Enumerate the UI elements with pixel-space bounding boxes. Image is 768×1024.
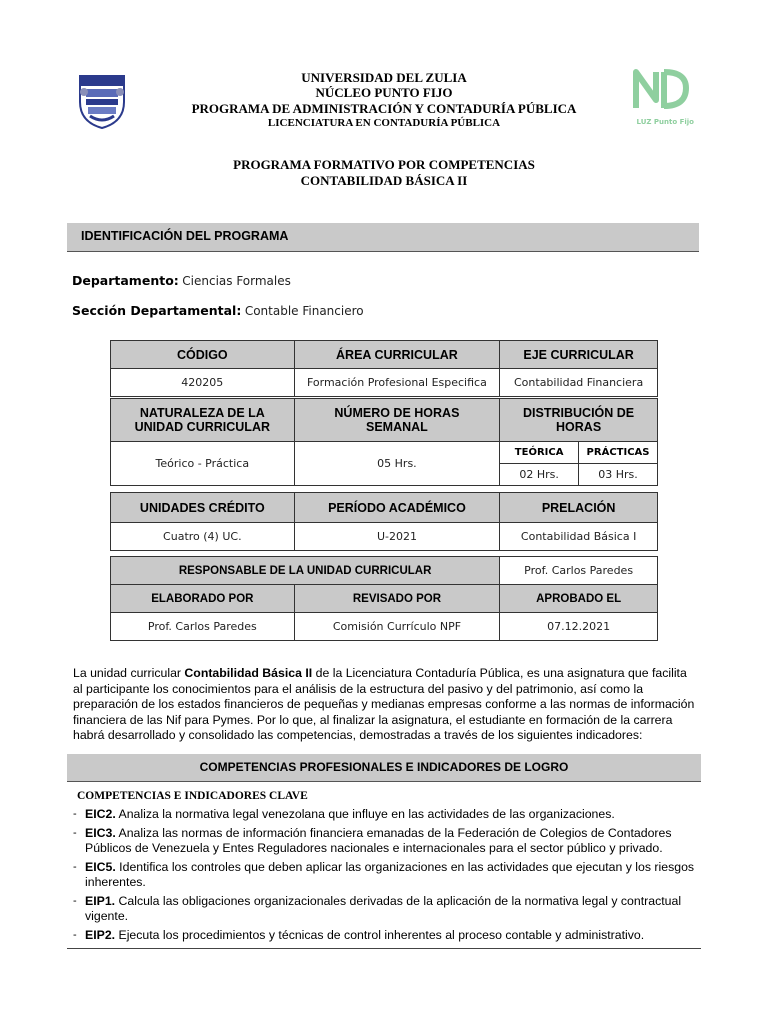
logo-caption: LUZ Punto Fijo: [636, 118, 694, 126]
section-value: Contable Financiero: [244, 304, 364, 318]
document-title: PROGRAMA FORMATIVO POR COMPETENCIAS: [233, 157, 535, 172]
code-value: 420205: [111, 369, 295, 397]
prerequisite-value: Contabilidad Básica I: [500, 523, 658, 551]
theory-subheader: TEÓRICA: [500, 442, 579, 464]
code-header: CÓDIGO: [111, 341, 295, 369]
intro-text-start: La unidad curricular: [73, 666, 185, 680]
approved-on-header: APROBADO EL: [500, 585, 658, 613]
competencies-heading: COMPETENCIAS PROFESIONALES E INDICADORES DE LOGRO: [199, 760, 569, 774]
department-value: Ciencias Formales: [182, 274, 291, 288]
list-item: [70, 894, 700, 924]
competency-text: Analiza las normas de información financiera emanadas de la Federación de Colegios de Contadores Públicos de Venezuela y Entes Reguladores nacionales e internacionales para el sector público y privado.: [85, 826, 672, 855]
program-name: PROGRAMA DE ADMINISTRACIÓN Y CONTADURÍA PÚBLICA: [191, 101, 577, 116]
department-label: Departamento:: [72, 273, 179, 288]
competency-code: EIP2.: [85, 928, 116, 942]
period-value: U-2021: [294, 523, 500, 551]
identification-heading: IDENTIFICACIÓN DEL PROGRAMA: [81, 229, 289, 243]
bottom-divider: [67, 948, 701, 949]
intro-text-rest: de la Licenciatura Contaduría Pública, es una asignatura que facilita al participante los conocimientos para el análisis de la estructura del pasivo y del patrimonio, así como la preparación de los estados financieros de pequeñas y medianas empresas conforme a las normas de información financiera de las Nif para Pymes. Por lo que, al finalizar la asignatura, el estudiante en formación de la carrera habrá desarrollado y consolidado las competencias, demostradas a través de los siguientes indicadores:: [73, 666, 695, 742]
bullet-dash: -: [73, 827, 77, 839]
responsible-value: Prof. Carlos Paredes: [500, 557, 658, 585]
list-item: [70, 807, 700, 822]
nature-value: Teórico - Práctica: [111, 442, 295, 486]
section-label: Sección Departamental:: [72, 303, 242, 318]
hours-table: [110, 398, 658, 486]
practice-subheader: PRÁCTICAS: [579, 442, 658, 464]
bullet-dash: -: [73, 929, 77, 941]
code-area-table: [110, 340, 658, 397]
credits-header: UNIDADES CRÉDITO: [111, 493, 295, 523]
weekly-hours-value: 05 Hrs.: [294, 442, 500, 486]
degree-name: LICENCIATURA EN CONTADURÍA PÚBLICA: [267, 117, 501, 129]
competency-list: [70, 807, 700, 947]
competency-code: EIC3.: [85, 826, 116, 840]
prepared-by-header: ELABORADO POR: [111, 585, 295, 613]
competency-code: EIC5.: [85, 860, 116, 874]
competency-text: Calcula las obligaciones organizacionales derivadas de la aplicación de la normativa legal y contractual vigente.: [85, 894, 682, 923]
intro-course-name: Contabilidad Básica II: [184, 666, 313, 680]
identification-heading-bar: [67, 223, 699, 252]
competency-code: EIP1.: [85, 894, 116, 908]
competency-text: Analiza la normativa legal venezolana que influye en las actividades de las organizaciones.: [115, 807, 615, 821]
reviewed-by-header: REVISADO POR: [294, 585, 500, 613]
course-title: CONTABILIDAD BÁSICA II: [300, 173, 468, 188]
university-name: UNIVERSIDAD DEL ZULIA: [301, 70, 467, 85]
theory-hours-value: 02 Hrs.: [500, 464, 579, 486]
section-field: [72, 303, 364, 318]
competencies-heading-bar: [67, 754, 701, 782]
prepared-by-value: Prof. Carlos Paredes: [111, 613, 295, 641]
competency-text: Identifica los controles que deben aplicar las organizaciones en las actividades que ejecutan y los riesgos inherentes.: [85, 860, 695, 889]
practice-hours-value: 03 Hrs.: [579, 464, 658, 486]
approved-on-value: 07.12.2021: [500, 613, 658, 641]
responsible-header: RESPONSABLE DE LA UNIDAD CURRICULAR: [111, 557, 500, 585]
responsible-table: [110, 556, 658, 641]
bullet-dash: -: [73, 861, 77, 873]
credits-value: Cuatro (4) UC.: [111, 523, 295, 551]
competency-code: EIC2.: [85, 807, 116, 821]
bullet-dash: -: [73, 895, 77, 907]
reviewed-by-value: Comisión Currículo NPF: [294, 613, 500, 641]
competency-text: Ejecuta los procedimientos y técnicas de control inherentes al proceso contable y administrativo.: [115, 928, 645, 942]
list-item: [70, 826, 700, 856]
nucleus-name: NÚCLEO PUNTO FIJO: [315, 85, 453, 100]
intro-paragraph: [73, 666, 698, 744]
area-value: Formación Profesional Especifica: [294, 369, 500, 397]
prerequisite-header: PRELACIÓN: [500, 493, 658, 523]
bullet-dash: -: [73, 808, 77, 820]
nature-header: NATURALEZA DE LA UNIDAD CURRICULAR: [111, 399, 295, 442]
list-item: [70, 928, 700, 943]
period-header: PERÍODO ACADÉMICO: [294, 493, 500, 523]
hours-distribution-header: DISTRIBUCIÓN DE HORAS: [500, 399, 658, 442]
credits-table: [110, 492, 658, 551]
axis-header: EJE CURRICULAR: [500, 341, 658, 369]
axis-value: Contabilidad Financiera: [500, 369, 658, 397]
key-competencies-subheading: COMPETENCIAS E INDICADORES CLAVE: [77, 790, 308, 802]
list-item: [70, 860, 700, 890]
weekly-hours-header: NÚMERO DE HORAS SEMANAL: [294, 399, 500, 442]
department-field: [72, 273, 291, 288]
area-header: ÁREA CURRICULAR: [294, 341, 500, 369]
